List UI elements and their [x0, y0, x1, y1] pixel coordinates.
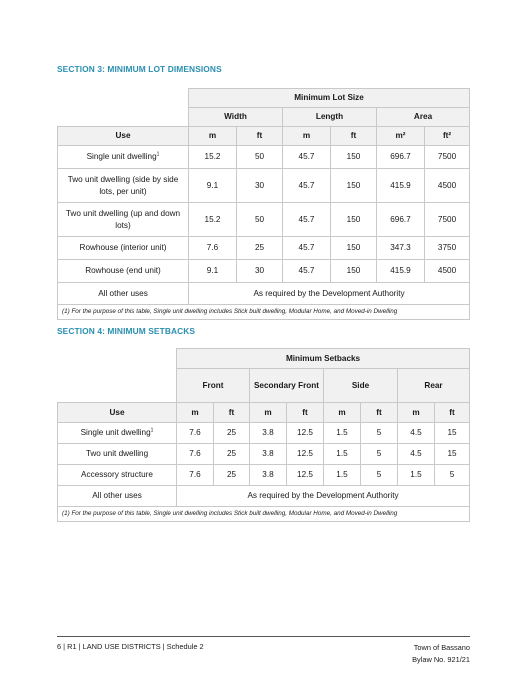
value-cell: 30: [237, 169, 283, 203]
table-row: [58, 260, 470, 283]
value-cell: 3.8: [250, 444, 287, 465]
unit-header: m: [177, 403, 214, 423]
unit-header: ft: [237, 127, 283, 146]
value-cell: 9.1: [189, 169, 237, 203]
value-cell: 15: [435, 423, 470, 444]
width-header: Width: [189, 108, 283, 127]
value-cell: 45.7: [283, 203, 331, 237]
value-cell: 1.5: [324, 465, 361, 486]
lot-dimensions-table: [57, 88, 470, 320]
table-row: [58, 423, 470, 444]
secondary-front-header: Secondary Front: [250, 369, 324, 403]
footnote: (1) For the purpose of this table, Single unit dwelling includes Stick built dwelling, Modular Home, and Moved-in Dwelling: [58, 305, 470, 320]
value-cell: 5: [361, 423, 398, 444]
value-cell: 4.5: [398, 423, 435, 444]
value-cell: 4500: [425, 169, 470, 203]
value-cell: 50: [237, 146, 283, 169]
value-cell: 150: [331, 203, 377, 237]
value-cell: 45.7: [283, 260, 331, 283]
use-cell: Single unit dwelling$^1$: [58, 423, 177, 444]
value-cell: 3.8: [250, 465, 287, 486]
footer-bylaw-number: Bylaw No. 921/21: [412, 655, 470, 664]
section-3-title: SECTION 3: MINIMUM LOT DIMENSIONS: [57, 64, 222, 74]
value-cell: 150: [331, 169, 377, 203]
unit-header: m: [324, 403, 361, 423]
value-cell: 45.7: [283, 169, 331, 203]
unit-header: ft: [435, 403, 470, 423]
use-header: Use: [58, 403, 177, 423]
value-cell: 1.5: [324, 444, 361, 465]
use-cell: Rowhouse (interior unit): [58, 237, 189, 260]
area-header: Area: [377, 108, 470, 127]
value-cell: 696.7: [377, 203, 425, 237]
table-row: [58, 283, 470, 305]
unit-header: ft: [361, 403, 398, 423]
footer-bylaw-info: [412, 642, 470, 666]
group-header: Minimum Lot Size: [189, 89, 470, 108]
use-cell: Single unit dwelling$^1$: [58, 146, 189, 169]
table-row: [58, 169, 470, 203]
other-uses-cell: As required by the Development Authority: [189, 283, 470, 305]
table-row: [58, 465, 470, 486]
table-row: [58, 444, 470, 465]
value-cell: 50: [237, 203, 283, 237]
rear-header: Rear: [398, 369, 470, 403]
value-cell: 150: [331, 146, 377, 169]
value-cell: 45.7: [283, 237, 331, 260]
footnote: (1) For the purpose of this table, Single unit dwelling includes Stick built dwelling, Modular Home, and Moved-in Dwelling: [58, 507, 470, 522]
value-cell: 3.8: [250, 423, 287, 444]
unit-header: ft: [214, 403, 250, 423]
value-cell: 696.7: [377, 146, 425, 169]
use-cell: Two unit dwelling (up and down lots): [58, 203, 189, 237]
table-row: [58, 203, 470, 237]
value-cell: 3750: [425, 237, 470, 260]
use-cell: Accessory structure: [58, 465, 177, 486]
value-cell: 5: [361, 444, 398, 465]
value-cell: 30: [237, 260, 283, 283]
unit-header-row: [58, 403, 470, 423]
value-cell: 4500: [425, 260, 470, 283]
table-row: [58, 237, 470, 260]
unit-header: m: [189, 127, 237, 146]
footnote-row: [58, 305, 470, 320]
use-cell: All other uses: [58, 486, 177, 507]
value-cell: 12.5: [287, 465, 324, 486]
value-cell: 7.6: [189, 237, 237, 260]
unit-header: m: [250, 403, 287, 423]
use-cell: All other uses: [58, 283, 189, 305]
value-cell: 15: [435, 444, 470, 465]
value-cell: 7.6: [177, 465, 214, 486]
value-cell: 7.6: [177, 444, 214, 465]
footer-page-info: 6 | R1 | LAND USE DISTRICTS | Schedule 2: [57, 642, 204, 651]
use-header: Use: [58, 127, 189, 146]
other-uses-cell: As required by the Development Authority: [177, 486, 470, 507]
unit-header-row: [58, 127, 470, 146]
value-cell: 12.5: [287, 423, 324, 444]
unit-header: ft: [287, 403, 324, 423]
value-cell: 9.1: [189, 260, 237, 283]
table-row: [58, 486, 470, 507]
use-cell: Two unit dwelling: [58, 444, 177, 465]
value-cell: 45.7: [283, 146, 331, 169]
value-cell: 150: [331, 260, 377, 283]
value-cell: 415.9: [377, 260, 425, 283]
unit-header: m: [283, 127, 331, 146]
use-cell: Rowhouse (end unit): [58, 260, 189, 283]
value-cell: 25: [214, 444, 250, 465]
footnote-row: [58, 507, 470, 522]
footer-town: Town of Bassano: [413, 643, 470, 652]
section-4-title: SECTION 4: MINIMUM SETBACKS: [57, 326, 196, 336]
front-header: Front: [177, 369, 250, 403]
value-cell: 15.2: [189, 203, 237, 237]
value-cell: 12.5: [287, 444, 324, 465]
footer-divider: [57, 636, 470, 637]
length-header: Length: [283, 108, 377, 127]
group-header: Minimum Setbacks: [177, 349, 470, 369]
table-row: [58, 146, 470, 169]
use-cell: Two unit dwelling (side by side lots, per unit): [58, 169, 189, 203]
value-cell: 1.5: [324, 423, 361, 444]
unit-header: m²: [377, 127, 425, 146]
unit-header: ft: [331, 127, 377, 146]
value-cell: 7500: [425, 203, 470, 237]
value-cell: 7500: [425, 146, 470, 169]
value-cell: 7.6: [177, 423, 214, 444]
value-cell: 25: [214, 423, 250, 444]
value-cell: 150: [331, 237, 377, 260]
unit-header: ft²: [425, 127, 470, 146]
value-cell: 347.3: [377, 237, 425, 260]
unit-header: m: [398, 403, 435, 423]
value-cell: 25: [214, 465, 250, 486]
value-cell: 15.2: [189, 146, 237, 169]
setbacks-table: [57, 348, 470, 522]
value-cell: 25: [237, 237, 283, 260]
value-cell: 4.5: [398, 444, 435, 465]
value-cell: 415.9: [377, 169, 425, 203]
value-cell: 1.5: [398, 465, 435, 486]
value-cell: 5: [435, 465, 470, 486]
value-cell: 5: [361, 465, 398, 486]
side-header: Side: [324, 369, 398, 403]
